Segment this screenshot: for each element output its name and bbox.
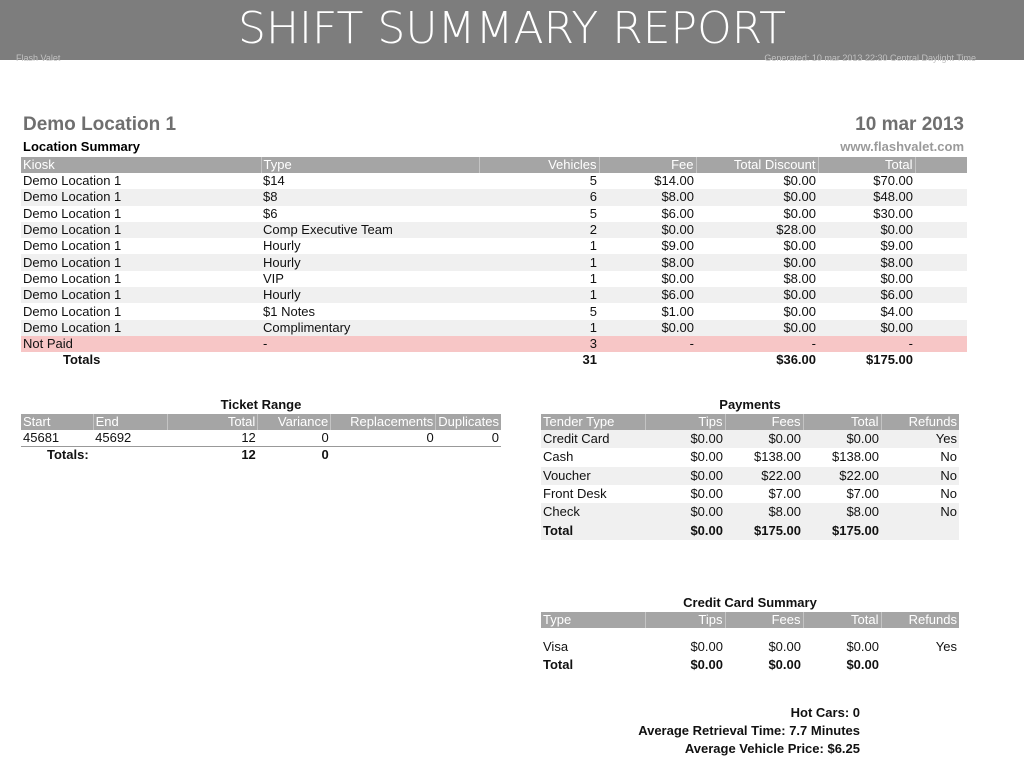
cell-total: $0.00 bbox=[880, 270, 913, 286]
column-header: Type bbox=[541, 612, 645, 628]
cell-total: $138.00 bbox=[832, 449, 879, 465]
table-row bbox=[21, 222, 967, 238]
column-header: End bbox=[93, 414, 167, 430]
cell-total-discount: $0.00 bbox=[783, 238, 816, 254]
cell-type: Hourly bbox=[261, 254, 479, 270]
cell-total-discount: $0.00 bbox=[783, 173, 816, 189]
totals-total: $0.00 bbox=[846, 657, 879, 672]
column-header: Total bbox=[818, 157, 915, 173]
ticket-range-table bbox=[21, 414, 501, 463]
not-paid-row bbox=[21, 336, 967, 352]
cell-tips: $0.00 bbox=[645, 503, 725, 521]
cell-refunds: No bbox=[940, 486, 957, 502]
cell-tender-type: Voucher bbox=[541, 467, 645, 485]
column-header: Total bbox=[167, 414, 258, 430]
totals-vehicles: 31 bbox=[582, 352, 597, 368]
table-header-row bbox=[541, 612, 959, 628]
cell-total: $0.00 bbox=[803, 430, 881, 448]
column-header: Tips bbox=[645, 612, 725, 628]
table-row bbox=[541, 467, 959, 485]
cell-type: Hourly bbox=[261, 287, 479, 303]
cell-total-discount: $0.00 bbox=[696, 287, 818, 303]
cell-type: Complimentary bbox=[261, 320, 479, 336]
report-date: 10 mar 2013 bbox=[855, 114, 964, 135]
cell-type: $1 Notes bbox=[263, 303, 316, 319]
cell-fees: $138.00 bbox=[754, 449, 801, 465]
cell-variance: 0 bbox=[321, 430, 329, 445]
table-row bbox=[21, 254, 967, 270]
summary-stats bbox=[620, 704, 860, 758]
cell-total: $7.00 bbox=[846, 486, 879, 502]
column-header: Refunds bbox=[881, 612, 959, 628]
cell-type: Comp Executive Team bbox=[261, 222, 479, 238]
cell-fee: $14.00 bbox=[654, 173, 694, 189]
cell-kiosk: Demo Location 1 bbox=[21, 320, 261, 336]
ticket-range-title: Ticket Range bbox=[220, 397, 302, 412]
average-vehicle-price-stat: Average Vehicle Price: $6.25 bbox=[684, 741, 860, 756]
cell-start: 45681 bbox=[23, 430, 60, 445]
cell-vehicles: 1 bbox=[479, 320, 599, 336]
cell-kiosk: Not Paid bbox=[21, 336, 261, 352]
table-row bbox=[21, 430, 501, 447]
cell-kiosk: Demo Location 1 bbox=[21, 189, 261, 205]
cell-tender-type: Check bbox=[541, 503, 645, 521]
cell-fee: $8.00 bbox=[599, 189, 696, 205]
table-row bbox=[21, 271, 967, 287]
payments-table bbox=[541, 414, 959, 540]
table-row bbox=[21, 320, 967, 336]
totals-row bbox=[21, 352, 967, 368]
column-header: Replacements bbox=[331, 414, 436, 430]
generated-timestamp: Generated: 10 mar 2013 22:30 Central Daylight Time bbox=[764, 53, 976, 63]
cell-total-discount: $0.00 bbox=[783, 303, 816, 319]
cell-fee: $0.00 bbox=[599, 320, 696, 336]
cell-vehicles: 2 bbox=[479, 222, 599, 238]
cell-fee: $6.00 bbox=[661, 205, 694, 221]
table-row bbox=[21, 303, 967, 319]
cell-kiosk: Demo Location 1 bbox=[21, 287, 261, 303]
column-header: Tender Type bbox=[541, 414, 645, 430]
cell-fees: $0.00 bbox=[768, 639, 801, 654]
location-name: Demo Location 1 bbox=[23, 114, 177, 135]
table-header-row bbox=[21, 414, 501, 430]
table-row bbox=[541, 638, 959, 656]
cell-refunds: No bbox=[940, 449, 957, 465]
cell-tips: $0.00 bbox=[645, 467, 725, 485]
table-header-row bbox=[541, 414, 959, 430]
totals-tips: $0.00 bbox=[690, 657, 723, 672]
cell-refunds: No bbox=[881, 467, 959, 485]
totals-label: Totals bbox=[63, 352, 101, 368]
totals-row bbox=[21, 447, 501, 464]
column-header: Total bbox=[803, 414, 881, 430]
cell-total-discount: $0.00 bbox=[783, 205, 816, 221]
cell-vehicles: 6 bbox=[479, 189, 599, 205]
cell-total: $30.00 bbox=[873, 205, 913, 221]
totals-variance: 0 bbox=[321, 447, 329, 462]
payments-title: Payments bbox=[719, 397, 781, 412]
cell-total-discount: $28.00 bbox=[696, 222, 818, 238]
cell-vehicles: 5 bbox=[589, 205, 597, 221]
cell-fee: $1.00 bbox=[661, 303, 694, 319]
table-row bbox=[541, 503, 959, 521]
cell-total: $6.00 bbox=[818, 287, 915, 303]
cell-total: $0.00 bbox=[818, 320, 915, 336]
column-header: Total Discount bbox=[696, 157, 818, 173]
cell-total: $9.00 bbox=[880, 238, 913, 254]
column-header: Type bbox=[261, 157, 479, 173]
column-header: Fees bbox=[725, 414, 803, 430]
totals-tips: $0.00 bbox=[645, 521, 725, 539]
cell-fee: $9.00 bbox=[661, 238, 694, 254]
table-row bbox=[21, 173, 967, 189]
cell-total: $8.00 bbox=[803, 503, 881, 521]
column-header-spacer bbox=[915, 157, 967, 173]
cell-fees: $0.00 bbox=[725, 430, 803, 448]
cell-tender-type: Credit Card bbox=[541, 430, 645, 448]
location-summary-table bbox=[21, 157, 967, 368]
cell-vehicles: 1 bbox=[589, 270, 597, 286]
column-header: Duplicates bbox=[436, 414, 501, 430]
cell-fee: - bbox=[599, 336, 696, 352]
cell-kiosk: Demo Location 1 bbox=[23, 303, 122, 319]
cell-vehicles: 1 bbox=[589, 238, 597, 254]
column-header: Refunds bbox=[881, 414, 959, 430]
table-row bbox=[541, 485, 959, 503]
totals-fees: $175.00 bbox=[725, 521, 803, 539]
table-row bbox=[21, 238, 967, 254]
spacer-row bbox=[541, 628, 959, 638]
cell-refunds: Yes bbox=[881, 430, 959, 448]
cell-kiosk: Demo Location 1 bbox=[21, 222, 261, 238]
cell-total: 12 bbox=[241, 430, 256, 445]
table-row bbox=[541, 448, 959, 466]
website-url: www.flashvalet.com bbox=[840, 139, 964, 154]
table-row bbox=[541, 430, 959, 448]
cell-total: $4.00 bbox=[880, 303, 913, 319]
cell-total-discount: $0.00 bbox=[696, 254, 818, 270]
cell-total-discount: $0.00 bbox=[696, 320, 818, 336]
column-header: Start bbox=[21, 414, 93, 430]
cell-kiosk: Demo Location 1 bbox=[21, 254, 261, 270]
cell-total: $48.00 bbox=[818, 189, 915, 205]
title-banner bbox=[0, 0, 1024, 60]
hot-cars-stat: Hot Cars: 0 bbox=[790, 705, 860, 720]
brand-caption: Flash Valet bbox=[16, 53, 61, 63]
cell-total: $8.00 bbox=[818, 254, 915, 270]
cell-type: Visa bbox=[543, 639, 569, 654]
cell-refunds: Yes bbox=[935, 639, 957, 654]
totals-total: 12 bbox=[241, 447, 256, 462]
column-header: Kiosk bbox=[21, 157, 261, 173]
cell-fee: $0.00 bbox=[599, 222, 696, 238]
cell-kiosk: Demo Location 1 bbox=[23, 173, 122, 189]
cell-tender-type: Front Desk bbox=[543, 486, 607, 502]
cell-vehicles: 5 bbox=[589, 173, 597, 189]
credit-card-summary-title: Credit Card Summary bbox=[683, 595, 817, 610]
cell-type: $14 bbox=[263, 173, 285, 189]
cell-replacements: 0 bbox=[426, 430, 434, 445]
cell-type: - bbox=[261, 336, 479, 352]
cell-type: VIP bbox=[263, 270, 284, 286]
totals-label: Totals: bbox=[47, 447, 89, 462]
cell-fee: $8.00 bbox=[599, 254, 696, 270]
cell-type: Hourly bbox=[263, 238, 301, 254]
totals-row bbox=[541, 521, 959, 539]
report-title: SHIFT SUMMARY REPORT bbox=[238, 3, 786, 54]
cell-total: $70.00 bbox=[873, 173, 913, 189]
cell-fees: $22.00 bbox=[725, 467, 803, 485]
cell-total-discount: $0.00 bbox=[696, 189, 818, 205]
cell-vehicles: 1 bbox=[479, 254, 599, 270]
table-row bbox=[21, 189, 967, 205]
cell-tips: $0.00 bbox=[690, 639, 723, 654]
column-header: Fees bbox=[725, 612, 803, 628]
cell-fee: $0.00 bbox=[661, 270, 694, 286]
totals-total: $175.00 bbox=[803, 521, 881, 539]
totals-row bbox=[541, 656, 959, 674]
cell-vehicles: 1 bbox=[479, 287, 599, 303]
column-header: Tips bbox=[645, 414, 725, 430]
cell-end: 45692 bbox=[95, 430, 132, 445]
column-header: Total bbox=[803, 612, 881, 628]
column-header: Fee bbox=[599, 157, 696, 173]
table-row bbox=[21, 287, 967, 303]
cell-tender-type: Cash bbox=[543, 449, 574, 465]
cell-total: $0.00 bbox=[818, 222, 915, 238]
cell-duplicates: 0 bbox=[491, 430, 499, 445]
cell-vehicles: 3 bbox=[479, 336, 599, 352]
cell-tips: $0.00 bbox=[690, 486, 723, 502]
cell-refunds: No bbox=[881, 503, 959, 521]
cell-fees: $7.00 bbox=[768, 486, 801, 502]
totals-total: $175.00 bbox=[866, 352, 913, 368]
totals-label: Total bbox=[543, 657, 574, 672]
cell-total-discount: - bbox=[696, 336, 818, 352]
location-summary-heading: Location Summary bbox=[23, 139, 141, 154]
cell-total: - bbox=[818, 336, 915, 352]
cell-total: $0.00 bbox=[846, 639, 879, 654]
cell-fees: $8.00 bbox=[725, 503, 803, 521]
column-header: Variance bbox=[258, 414, 331, 430]
totals-label: Total bbox=[541, 521, 645, 539]
totals-discount: $36.00 bbox=[776, 352, 816, 368]
cell-total: $22.00 bbox=[803, 467, 881, 485]
cell-fee: $6.00 bbox=[599, 287, 696, 303]
column-header: Vehicles bbox=[479, 157, 599, 173]
table-header-row bbox=[21, 157, 967, 173]
cell-tips: $0.00 bbox=[690, 449, 723, 465]
cell-kiosk: Demo Location 1 bbox=[23, 270, 122, 286]
cell-tips: $0.00 bbox=[645, 430, 725, 448]
credit-card-summary-table bbox=[541, 612, 959, 674]
cell-type: $8 bbox=[261, 189, 479, 205]
cell-kiosk: Demo Location 1 bbox=[23, 205, 122, 221]
cell-vehicles: 5 bbox=[589, 303, 597, 319]
cell-type: $6 bbox=[263, 205, 278, 221]
cell-kiosk: Demo Location 1 bbox=[23, 238, 122, 254]
table-row bbox=[21, 206, 967, 222]
average-retrieval-time-stat: Average Retrieval Time: 7.7 Minutes bbox=[638, 723, 860, 738]
cell-total-discount: $8.00 bbox=[783, 270, 816, 286]
totals-fees: $0.00 bbox=[768, 657, 801, 672]
